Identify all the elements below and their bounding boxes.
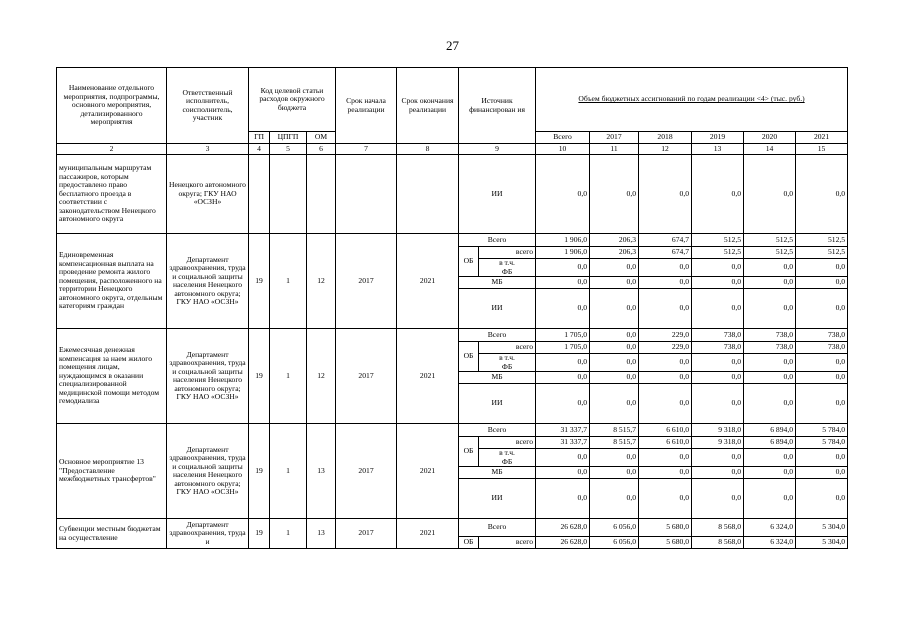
value-cell: 5 784,0 — [796, 437, 848, 449]
value-cell: 0,0 — [536, 259, 590, 277]
value-cell: 512,5 — [692, 247, 744, 259]
header-end: Срок окончания реализации — [397, 68, 459, 144]
col-number: 15 — [796, 144, 848, 155]
start-year: 2017 — [336, 424, 397, 519]
value-cell: 0,0 — [692, 259, 744, 277]
source-sublabel — [479, 259, 536, 277]
value-cell: 0,0 — [536, 155, 590, 234]
value-cell: 26 628,0 — [536, 537, 590, 549]
value-cell: 0,0 — [744, 372, 796, 384]
value-cell: 8 568,0 — [692, 537, 744, 549]
item-name: муниципальным маршрутам пассажиров, которым предоставлено право бесплатного проезда в соответствии с законодательством Ненецкого автономного округа — [57, 155, 167, 234]
item-executor: Департамент здравоохранения, труда и социальной защиты населения Ненецкого автономного округа; ГКУ НАО «ОСЗН» — [167, 424, 249, 519]
value-cell: 0,0 — [590, 155, 639, 234]
value-cell: 0,0 — [639, 449, 692, 467]
value-cell: 0,0 — [744, 467, 796, 479]
header-year: 2020 — [744, 132, 796, 144]
value-cell: 9 318,0 — [692, 424, 744, 437]
value-cell: 0,0 — [744, 384, 796, 424]
value-cell: 229,0 — [639, 329, 692, 342]
source-label: Всего — [459, 329, 536, 342]
value-cell: 31 337,7 — [536, 424, 590, 437]
value-cell: 0,0 — [536, 277, 590, 289]
value-cell: 0,0 — [536, 372, 590, 384]
value-cell: 0,0 — [590, 449, 639, 467]
code-gp: 19 — [249, 519, 270, 549]
value-cell: 6 610,0 — [639, 437, 692, 449]
value-cell: 0,0 — [639, 354, 692, 372]
col-number: 2 — [57, 144, 167, 155]
value-cell: 0,0 — [590, 372, 639, 384]
item-executor: Департамент здравоохранения, труда и — [167, 519, 249, 549]
value-cell: 0,0 — [692, 467, 744, 479]
value-cell: 5 680,0 — [639, 537, 692, 549]
end-year: 2021 — [397, 329, 459, 424]
header-total: Всего — [536, 132, 590, 144]
header-year: 2021 — [796, 132, 848, 144]
value-cell: 674,7 — [639, 247, 692, 259]
vtch-label: в т.ч. — [499, 448, 515, 457]
value-cell: 738,0 — [796, 329, 848, 342]
table-row — [57, 329, 848, 342]
value-cell: 0,0 — [692, 354, 744, 372]
value-cell: 0,0 — [590, 329, 639, 342]
value-cell: 0,0 — [744, 479, 796, 519]
value-cell: 512,5 — [744, 234, 796, 247]
value-cell: 6 056,0 — [590, 519, 639, 537]
value-cell: 0,0 — [536, 354, 590, 372]
value-cell: 26 628,0 — [536, 519, 590, 537]
value-cell: 0,0 — [639, 384, 692, 424]
value-cell: 0,0 — [744, 277, 796, 289]
value-cell: 0,0 — [692, 277, 744, 289]
value-cell: 0,0 — [692, 372, 744, 384]
header-year: 2018 — [639, 132, 692, 144]
value-cell: 0,0 — [692, 449, 744, 467]
value-cell: 0,0 — [590, 342, 639, 354]
value-cell: 0,0 — [590, 289, 639, 329]
value-cell: 0,0 — [639, 155, 692, 234]
source-sublabel: всего — [479, 437, 536, 449]
value-cell: 0,0 — [796, 289, 848, 329]
source-label: ОБ — [459, 247, 479, 277]
value-cell: 8 568,0 — [692, 519, 744, 537]
value-cell: 9 318,0 — [692, 437, 744, 449]
header-kcsr: Код целевой статьи расходов окружного бюджета — [249, 68, 336, 132]
start-year: 2017 — [336, 519, 397, 549]
source-label: ИИ — [459, 384, 536, 424]
item-executor: Департамент здравоохранения, труда и социальной защиты населения Ненецкого автономного округа; ГКУ НАО «ОСЗН» — [167, 234, 249, 329]
value-cell: 0,0 — [590, 259, 639, 277]
header-om: ОМ — [307, 132, 336, 144]
value-cell: 738,0 — [692, 329, 744, 342]
value-cell: 738,0 — [744, 329, 796, 342]
source-label: ИИ — [459, 289, 536, 329]
source-label: ОБ — [459, 537, 479, 549]
col-number: 13 — [692, 144, 744, 155]
value-cell: 0,0 — [796, 259, 848, 277]
col-number: 3 — [167, 144, 249, 155]
value-cell: 0,0 — [639, 289, 692, 329]
value-cell: 6 324,0 — [744, 537, 796, 549]
value-cell: 0,0 — [744, 289, 796, 329]
value-cell: 0,0 — [536, 479, 590, 519]
start-year: 2017 — [336, 234, 397, 329]
value-cell: 512,5 — [692, 234, 744, 247]
col-number: 12 — [639, 144, 692, 155]
value-cell: 5 680,0 — [639, 519, 692, 537]
value-cell: 8 515,7 — [590, 437, 639, 449]
table-row — [57, 519, 848, 537]
value-cell: 0,0 — [744, 449, 796, 467]
value-cell: 6 894,0 — [744, 437, 796, 449]
value-cell: 1 705,0 — [536, 342, 590, 354]
source-sublabel — [479, 449, 536, 467]
value-cell: 1 906,0 — [536, 247, 590, 259]
value-cell: 738,0 — [796, 342, 848, 354]
table-row — [57, 155, 848, 234]
value-cell: 738,0 — [744, 342, 796, 354]
table-row — [57, 424, 848, 437]
value-cell: 6 056,0 — [590, 537, 639, 549]
vtch-label: в т.ч. — [499, 353, 515, 362]
header-start: Срок начала реализации — [336, 68, 397, 144]
vtch-label: в т.ч. — [499, 258, 515, 267]
source-sublabel: всего — [479, 537, 536, 549]
value-cell: 0,0 — [590, 354, 639, 372]
value-cell: 1 705,0 — [536, 329, 590, 342]
source-label: МБ — [459, 467, 536, 479]
value-cell: 0,0 — [796, 354, 848, 372]
value-cell: 0,0 — [639, 259, 692, 277]
source-label: Всего — [459, 234, 536, 247]
source-label: ИИ — [459, 479, 536, 519]
value-cell: 206,3 — [590, 247, 639, 259]
value-cell: 0,0 — [744, 155, 796, 234]
header-year: 2019 — [692, 132, 744, 144]
code-gp: 19 — [249, 234, 270, 329]
item-executor: Департамент здравоохранения, труда и социальной защиты населения Ненецкого автономного округа; ГКУ НАО «ОСЗН» — [167, 329, 249, 424]
code-gp: 19 — [249, 424, 270, 519]
header-year: 2017 — [590, 132, 639, 144]
col-number: 5 — [270, 144, 307, 155]
code-om: 13 — [307, 519, 336, 549]
value-cell: 0,0 — [796, 449, 848, 467]
col-number: 4 — [249, 144, 270, 155]
value-cell: 0,0 — [639, 467, 692, 479]
value-cell: 0,0 — [590, 479, 639, 519]
value-cell: 6 324,0 — [744, 519, 796, 537]
value-cell: 229,0 — [639, 342, 692, 354]
code-om: 12 — [307, 234, 336, 329]
start-year: 2017 — [336, 329, 397, 424]
value-cell: 0,0 — [590, 277, 639, 289]
col-number: 14 — [744, 144, 796, 155]
table-row — [57, 234, 848, 247]
code-pgp: 1 — [270, 424, 307, 519]
value-cell: 0,0 — [536, 289, 590, 329]
header-pgp: ЦПГП — [270, 132, 307, 144]
header-source: Источник финансирован ия — [459, 68, 536, 144]
header-name: Наименование отдельного мероприятия, подпрограммы, основного мероприятия, детализированного мероприятия — [57, 68, 167, 144]
end-year: 2021 — [397, 519, 459, 549]
value-cell: 0,0 — [796, 479, 848, 519]
value-cell: 512,5 — [796, 234, 848, 247]
source-label: МБ — [459, 372, 536, 384]
value-cell: 31 337,7 — [536, 437, 590, 449]
value-cell: 6 894,0 — [744, 424, 796, 437]
value-cell: 0,0 — [536, 449, 590, 467]
value-cell: 0,0 — [796, 277, 848, 289]
value-cell: 0,0 — [639, 479, 692, 519]
value-cell: 0,0 — [796, 372, 848, 384]
value-cell: 0,0 — [639, 372, 692, 384]
value-cell: 512,5 — [744, 247, 796, 259]
source-sublabel — [479, 354, 536, 372]
fb-label: ФБ — [501, 361, 513, 371]
value-cell: 206,3 — [590, 234, 639, 247]
value-cell: 0,0 — [796, 467, 848, 479]
value-cell: 0,0 — [796, 155, 848, 234]
code-om: 13 — [307, 424, 336, 519]
col-number: 8 — [397, 144, 459, 155]
value-cell: 0,0 — [590, 384, 639, 424]
source-label: ОБ — [459, 342, 479, 372]
value-cell: 0,0 — [590, 467, 639, 479]
header-executor: Ответственный исполнитель, соисполнитель, участник — [167, 68, 249, 144]
source-sublabel: всего — [479, 342, 536, 354]
item-executor: Ненецкого автономного округа; ГКУ НАО «ОСЗН» — [167, 155, 249, 234]
value-cell: 6 610,0 — [639, 424, 692, 437]
value-cell: 0,0 — [692, 289, 744, 329]
value-cell: 738,0 — [692, 342, 744, 354]
value-cell: 0,0 — [536, 384, 590, 424]
value-cell: 8 515,7 — [590, 424, 639, 437]
value-cell: 0,0 — [744, 354, 796, 372]
item-name: Основное мероприятие 13 "Предоставление межбюджетных трансфертов" — [57, 424, 167, 519]
col-number: 7 — [336, 144, 397, 155]
header-gp: ГП — [249, 132, 270, 144]
col-number: 10 — [536, 144, 590, 155]
item-name: Единовременная компенсационная выплата на проведение ремонта жилого помещения, расположенного на территории Ненецкого автономного округа, отдельным категориям граждан — [57, 234, 167, 329]
value-cell: 5 304,0 — [796, 537, 848, 549]
code-pgp: 1 — [270, 519, 307, 549]
item-name: Ежемесячная денежная компенсация за наем жилого помещения лицам, нуждающимся в оказании специализированной медицинской помощи методом гемодиализа — [57, 329, 167, 424]
value-cell: 0,0 — [692, 155, 744, 234]
end-year: 2021 — [397, 234, 459, 329]
code-pgp: 1 — [270, 329, 307, 424]
code-om: 12 — [307, 329, 336, 424]
page-number: 27 — [446, 38, 459, 53]
value-cell: 0,0 — [536, 467, 590, 479]
value-cell: 5 784,0 — [796, 424, 848, 437]
source-label: ОБ — [459, 437, 479, 467]
header-volume: Объем бюджетных ассигнований по годам реализации <4> (тыс. руб.) — [536, 68, 848, 132]
source-label: Всего — [459, 424, 536, 437]
col-number: 11 — [590, 144, 639, 155]
value-cell: 1 906,0 — [536, 234, 590, 247]
code-gp: 19 — [249, 329, 270, 424]
source-label: Всего — [459, 519, 536, 537]
source-sublabel: всего — [479, 247, 536, 259]
fb-label: ФБ — [501, 266, 513, 276]
value-cell: 512,5 — [796, 247, 848, 259]
code-pgp: 1 — [270, 234, 307, 329]
value-cell: 0,0 — [744, 259, 796, 277]
source-label: ИИ — [459, 155, 536, 234]
end-year: 2021 — [397, 424, 459, 519]
fb-label: ФБ — [501, 456, 513, 466]
budget-table — [56, 67, 848, 549]
value-cell: 0,0 — [639, 277, 692, 289]
value-cell: 674,7 — [639, 234, 692, 247]
value-cell: 0,0 — [796, 384, 848, 424]
source-label: МБ — [459, 277, 536, 289]
item-name: Субвенции местным бюджетам на осуществление — [57, 519, 167, 549]
value-cell: 5 304,0 — [796, 519, 848, 537]
value-cell: 0,0 — [692, 479, 744, 519]
value-cell: 0,0 — [692, 384, 744, 424]
col-number: 6 — [307, 144, 336, 155]
col-number: 9 — [459, 144, 536, 155]
